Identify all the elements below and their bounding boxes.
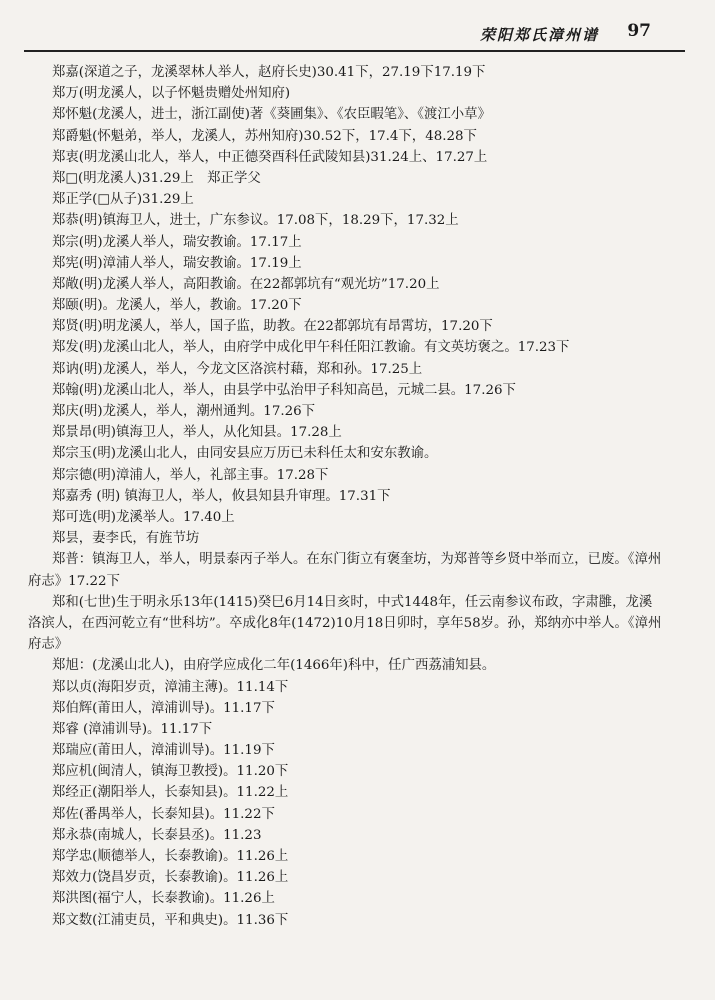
entry-line: 郑宪(明)漳浦人举人，瑞安教谕。17.19上 — [52, 255, 302, 271]
entry-line: 郑伯辉(莆田人，漳浦训导)。11.17下 — [52, 700, 275, 716]
entry-line: 郑敞(明)龙溪人举人，高阳教谕。在22都郭坑有“观光坊”17.20上 — [52, 276, 440, 292]
entry-line: 郑嘉(深道之子，龙溪翠林人举人，赵府长史)30.41下，27.19下17.19下 — [52, 65, 486, 80]
entry-line: 郑翰(明)龙溪山北人，举人，由县学中弘治甲子科知高邑，元城二县。17.26下 — [52, 382, 516, 398]
paragraph-zheng-pu: 郑普：镇海卫人，举人，明景泰丙子举人。在东门街立有褒奎坊，为郑普等乡贤中举而立，已废。《漳州府志》17.22下 — [28, 552, 662, 589]
entry-line: 郑宗德(明)漳浦人，举人，礼部主事。17.28下 — [52, 467, 329, 483]
running-title: 荣阳郑氏漳州谱 — [479, 26, 599, 44]
entry-line: 郑经正(潮阳举人，长泰知县)。11.22上 — [52, 785, 289, 801]
entry-line: 郑睿 (漳浦训导)。11.17下 — [52, 721, 213, 737]
entry-line: 郑永恭(南城人，长泰县丞)。11.23 — [52, 827, 262, 843]
entry-line: 郑衷(明龙溪山北人，举人，中正德癸酉科任武陵知县)31.24上、17.27上 — [52, 149, 488, 165]
entry-line: 郑旭：(龙溪山北人)，由府学应成化二年(1466年)科中，任广西荔浦知县。 — [52, 658, 496, 674]
entry-line: 郑讷(明)龙溪人，举人，今龙文区洛滨村藉，郑和孙。17.25上 — [52, 361, 423, 377]
entry-line: 郑宗(明)龙溪人举人，瑞安教谕。17.17上 — [52, 234, 302, 250]
entry-line: 郑嘉秀 (明) 镇海卫人，举人，攸县知县升审理。17.31下 — [52, 488, 391, 504]
entry-line: 郑可选(明)龙溪举人。17.40上 — [52, 509, 235, 525]
entry-line: 郑万(明龙溪人，以子怀魁贵赠处州知府) — [52, 86, 291, 102]
entry-line: 郑贤(明)明龙溪人，举人，国子监，助教。在22都郭坑有昂霄坊，17.20下 — [52, 319, 493, 335]
page-header — [24, 14, 685, 48]
entry-line: 郑发(明)龙溪山北人，举人，由府学中成化甲午科任阳江教谕。有文英坊褒之。17.23下 — [52, 340, 570, 356]
entry-line: 郑景昂(明)镇海卫人，举人，从化知县。17.28上 — [52, 425, 342, 441]
entry-line: 郑颐(明)。龙溪人，举人，教谕。17.20下 — [52, 298, 302, 314]
entry-line: 郑学忠(顺德举人，长泰教谕)。11.26上 — [52, 849, 289, 865]
entry-line: 郑应机(闽清人，镇海卫教授)。11.20下 — [52, 764, 289, 780]
entry-line: 郑庆(明)龙溪人，举人，潮州通判。17.26下 — [52, 404, 316, 419]
entry-line: 郑宗玉(明)龙溪山北人，由同安县应万历已未科任太和安东教谕。 — [52, 446, 438, 462]
header-rule — [24, 50, 685, 52]
entry-line: 郑爵魁(怀魁弟，举人，龙溪人，苏州知府)30.52下，17.4下，48.28下 — [52, 128, 477, 144]
entry-line: 郑佐(番禺举人，长泰知县)。11.22下 — [52, 806, 275, 822]
entry-line: 郑文数(江浦吏员，平和典史)。11.36下 — [52, 912, 289, 928]
entry-line: 郑正学(□从子)31.29上 — [52, 192, 194, 208]
paragraph-zheng-he: 郑和(七世)生于明永乐13年(1415)癸巳6月14日亥时，中式1448年，任云南参议布政，字肃雝，龙溪洛滨人，在西河乾立有“世科坊”。卒成化8年(1472)10月18日卯时，享年58岁。孙，郑纳亦中举人。《漳州府志》 — [28, 594, 662, 653]
entry-line: 郑洪图(福宁人，长泰教谕)。11.26上 — [52, 891, 275, 907]
entry-line: 郑恭(明)镇海卫人，进士，广东参议。17.08下，18.29下，17.32上 — [52, 213, 459, 229]
entry-line: 郑瑞应(莆田人，漳浦训导)。11.19下 — [52, 743, 275, 759]
entry-line: 郑昙，妻李氏，有旌节坊 — [52, 531, 200, 547]
page-number: 97 — [627, 21, 651, 41]
entry-line: 郑怀魁(龙溪人，进士，浙江副使)著《葵圃集》、《农臣暇笔》、《渡江小草》 — [52, 107, 491, 123]
entry-line: 郑效力(饶昌岁贡，长泰教谕)。11.26上 — [52, 870, 289, 886]
entry-line: 郑□(明龙溪人)31.29上 郑正学父 — [52, 170, 261, 186]
genealogy-text — [28, 62, 665, 931]
entry-line: 郑以贞(海阳岁贡，漳浦主薄)。11.14下 — [52, 679, 289, 695]
